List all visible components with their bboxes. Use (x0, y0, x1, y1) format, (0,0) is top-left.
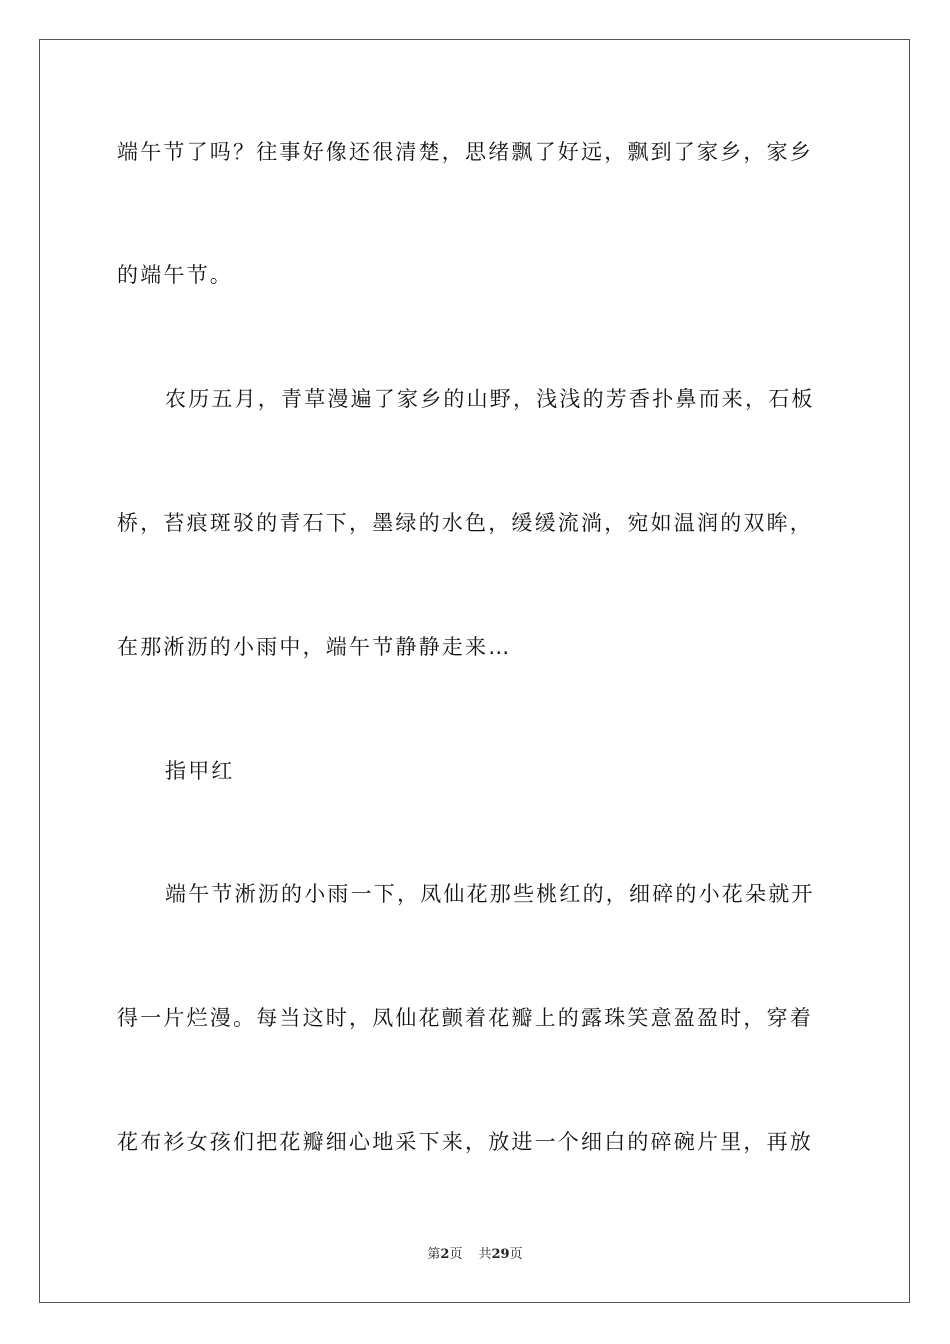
page-suffix: 页 (449, 1247, 463, 1262)
total-pages: 29 (491, 1247, 510, 1262)
body-text-line: 桥，苔痕斑驳的青石下，墨绿的水色，缓缓流淌，宛如温润的双眸， (117, 511, 813, 535)
body-text-line: 农历五月，青草漫遍了家乡的山野，浅浅的芳香扑鼻而来，石板 (165, 387, 815, 411)
body-text-line: 花布衫女孩们把花瓣细心地采下来，放进一个细白的碎碗片里，再放 (117, 1130, 813, 1154)
body-text-line: 端午节了吗？往事好像还很清楚，思绪飘了好远，飘到了家乡，家乡 (117, 140, 813, 164)
body-text-line: 的端午节。 (117, 263, 233, 287)
body-text-line: 得一片烂漫。每当这时，凤仙花颤着花瓣上的露珠笑意盈盈时，穿着 (117, 1006, 813, 1030)
body-text-line: 在那淅沥的小雨中，端午节静静走来… (117, 635, 512, 659)
page-prefix: 第 (427, 1247, 441, 1262)
page-number: 2 (440, 1247, 450, 1262)
total-prefix: 共 (478, 1247, 492, 1262)
page-border (39, 39, 910, 1303)
section-heading: 指甲红 (165, 759, 235, 783)
page-footer (0, 1246, 950, 1264)
total-suffix: 页 (509, 1247, 523, 1262)
body-text-line: 端午节淅沥的小雨一下，凤仙花那些桃红的，细碎的小花朵就开 (165, 882, 815, 906)
